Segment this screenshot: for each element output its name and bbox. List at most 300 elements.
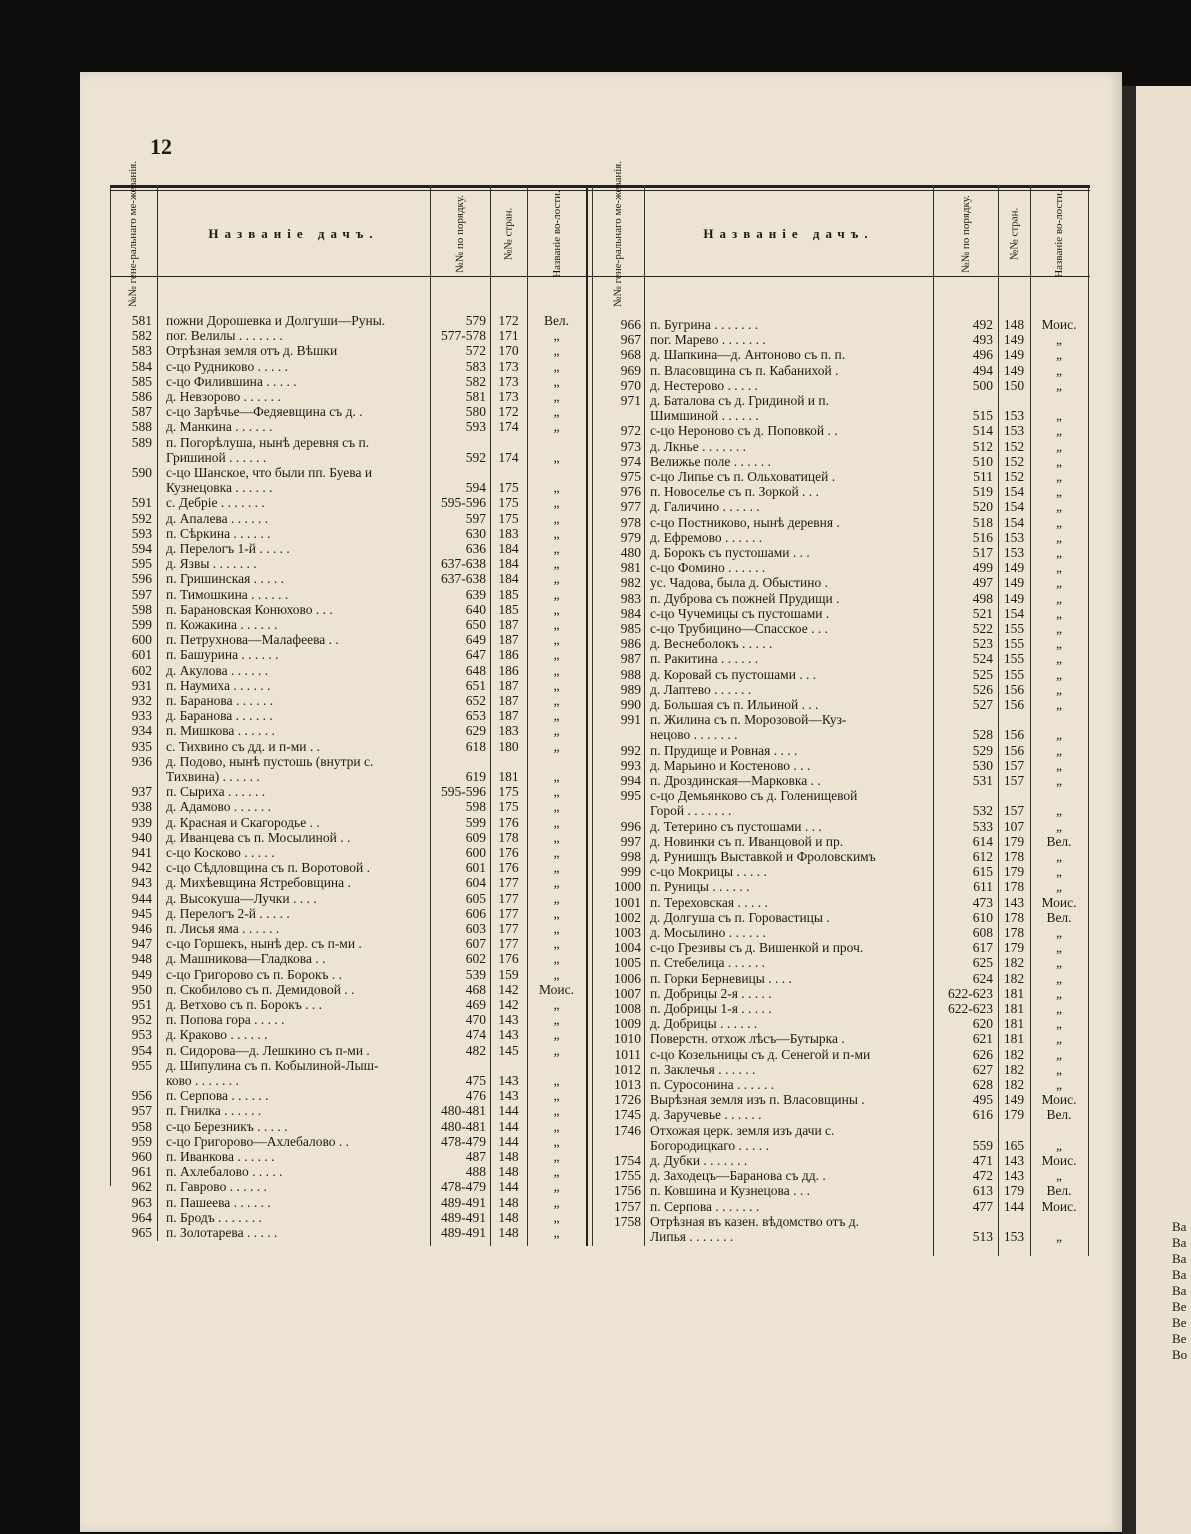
entry-volost: „ [553,617,560,632]
entry-name: п. Бродъ . . . . . . . [166,1210,262,1225]
entry-number: 1012 [614,1061,641,1077]
entry-order: 510 [972,453,993,469]
entry-name: д. Михѣевщина Ястребовщина . [166,876,351,891]
entry-volost: Моис. [1041,317,1077,332]
entry-page: 178 [498,829,519,845]
entry-order: 500 [972,377,993,393]
entry-order: 498 [972,590,993,606]
entry-name: д. Апалева . . . . . . [166,511,269,526]
entry-volost: „ [553,905,560,921]
entry-volost: „ [1056,362,1062,378]
entry-name: п. Наумиха . . . . . . [166,678,271,693]
entry-order: 469 [465,997,486,1012]
entry-page: 173 [498,373,519,389]
entry-name: п. Барановская Конюхово . . . [166,602,333,617]
entry-page: 175 [498,480,519,496]
entry-name: п. Сыриха . . . . . . [166,785,266,800]
entry-number: 983 [620,590,641,606]
entry-volost: „ [1056,1016,1062,1032]
entry-volost: „ [553,693,560,708]
entry-order: 610 [972,909,993,925]
entry-number: 1756 [614,1183,641,1199]
entry-page: 181 [498,769,519,784]
entry-volost: „ [1056,453,1062,469]
entry-volost: „ [553,343,560,359]
entry-name: п. Лисья яма . . . . . . [166,922,280,936]
entry-order: 533 [972,818,993,834]
entry-page: 157 [1003,757,1025,773]
entry-order: 597 [465,510,486,526]
entry-volost: „ [1056,864,1062,880]
entry-volost: „ [1056,423,1062,439]
entry-name: пог. Велилы . . . . . . . [166,329,283,344]
entry-number: 582 [131,328,152,344]
entry-number: 953 [131,1027,152,1043]
table-row [0,713,1191,727]
entry-number: 937 [131,784,152,800]
entry-number: 981 [620,560,641,576]
entry-page: 177 [498,875,519,891]
entry-name: п. Дроздинская—Марковка . . [650,774,821,788]
entry-name: д. Красная и Скагородье . . [166,815,320,830]
entry-page: 153 [1003,423,1025,439]
entry-volost: „ [1056,590,1062,606]
entry-name: Шимшиной . . . . . . [650,409,759,424]
entry-name: Кузнецовка . . . . . . [166,481,273,496]
entry-page: 149 [1003,347,1025,363]
entry-number: 594 [131,541,152,556]
entry-name: Отхожая церк. земля изъ дачи с. [650,1123,835,1138]
entry-page: 148 [498,1209,519,1225]
entry-name: д. Нестерово . . . . . [650,378,758,393]
entry-page: 172 [498,313,519,328]
entry-page: 149 [1003,1092,1025,1108]
table-row [0,835,1191,849]
entry-name: Тихвина) . . . . . . [166,770,260,784]
entry-volost: „ [553,1073,560,1088]
entry-number: 592 [131,510,152,526]
entry-name: п. Серпова . . . . . . [166,1089,269,1104]
entry-name: п. Гнилка . . . . . . [166,1104,262,1119]
entry-number: 586 [131,389,152,404]
adjacent-page-text: Ва [1172,1267,1187,1282]
entry-name: п. Бугрина . . . . . . . [650,318,759,332]
entry-page: 186 [498,647,519,663]
entry-volost: „ [1056,666,1062,682]
entry-name: п. Жилина съ п. Морозовой—Куз- [650,713,847,728]
entry-page: 176 [498,951,519,967]
entry-name: с-цо Шанское, что были пп. Буева и [166,466,373,480]
table-row [0,728,1191,742]
entry-name: с-цо Филившина . . . . . [166,374,297,389]
entry-page: 148 [498,1194,519,1210]
entry-number: 989 [620,681,641,697]
entry-order: 651 [465,677,486,693]
entry-order: 475 [465,1073,486,1088]
entry-order: 526 [972,681,993,697]
entry-page: 154 [1003,514,1025,530]
entry-order: 532 [972,803,993,819]
entry-volost: „ [553,1042,560,1058]
entry-page: 149 [1003,575,1025,591]
entry-number: 966 [620,317,641,332]
entry-page: 155 [1003,651,1025,667]
entry-page: 179 [1003,833,1025,849]
entry-page: 148 [498,1225,519,1240]
entry-number: 591 [131,495,152,511]
entry-name: п. Погорѣлуша, нынѣ деревня съ п. [166,435,370,450]
entry-name: д. Дубки . . . . . . . [650,1154,748,1168]
entry-name: д. Шипулина съ п. Кобылиной-Лыш- [166,1058,379,1073]
header-gen-num: №№ гене-ральнаго ме-жеванія. [127,160,140,308]
entry-number: 939 [131,814,152,830]
entry-order: 529 [972,742,993,758]
entry-volost: „ [1056,438,1062,454]
entry-name: Гришиной . . . . . . [166,450,267,465]
table-row [0,394,1191,408]
entry-order: 581 [465,389,486,404]
entry-name: д. Невзорово . . . . . . [166,390,281,404]
entry-number: 593 [131,525,152,541]
entry-number: 944 [131,890,152,906]
entry-page: 184 [498,541,519,556]
header-gen-num: №№ гене-ральнаго ме-жеванія. [612,160,625,308]
entry-name: п. Горки Берневицы . . . . [650,971,792,986]
entry-volost: „ [1056,925,1062,940]
entry-number: 997 [620,833,641,849]
entry-name: п. Суросонина . . . . . . [650,1078,775,1092]
table-row [0,1184,1191,1198]
table-row [0,576,1191,590]
entry-page: 157 [1003,773,1025,788]
entry-order: 482 [465,1042,486,1058]
entry-order: 539 [465,966,486,982]
entry-name: п. Прудище и Ровная . . . . [650,743,798,758]
table-row [0,774,1191,788]
entry-order: 474 [465,1027,486,1043]
table-row [0,409,1191,423]
entry-page: 157 [1003,803,1025,819]
entry-page: 178 [1003,909,1025,925]
table-row [0,637,1191,651]
entry-name: п. Руницы . . . . . . [650,880,750,895]
entry-number: 950 [131,981,152,997]
header-name: Названіе дачъ. [703,225,874,241]
entry-number: 988 [620,666,641,682]
entry-volost: Моис. [1041,1092,1077,1108]
entry-page: 181 [1003,1031,1025,1047]
entry-name: п. Пашеева . . . . . . [166,1195,271,1210]
entry-number: 952 [131,1012,152,1028]
table-row [0,865,1191,879]
entry-volost: „ [553,389,560,404]
entry-name: п. Серпова . . . . . . . [650,1199,760,1214]
entry-order: 648 [465,662,486,678]
table-row [0,561,1191,575]
entry-order: 629 [465,723,486,739]
entry-number: 1006 [614,970,641,986]
entry-page: 149 [1003,332,1025,348]
entry-volost: „ [553,1179,560,1195]
entry-order: 487 [465,1149,486,1164]
entry-name: д. Мосылино . . . . . . [650,926,766,940]
entry-name: д. Марьино и Костеново . . . [650,758,811,773]
entry-volost: „ [553,1194,560,1210]
entry-order: 625 [972,955,993,971]
entry-number: 996 [620,818,641,834]
entry-number: 1007 [614,985,641,1001]
entry-volost: „ [1056,332,1062,348]
entry-name: с-цо Зарѣчье—Федяевщина съ д. . [166,405,363,420]
entry-name: п. Иванкова . . . . . . [166,1150,275,1164]
entry-number: 1013 [614,1077,641,1092]
entry-number: 977 [620,499,641,515]
adjacent-page-text: Ва [1172,1219,1187,1234]
entry-order: 583 [465,358,486,374]
entry-name: п. Власовщина съ п. Кабанихой . [650,363,839,378]
entry-name: д. Адамово . . . . . . [166,800,272,815]
entry-order: 478-479 [441,1133,486,1149]
entry-order: 515 [972,408,993,424]
entry-volost: „ [1056,1046,1062,1062]
entry-page: 176 [498,814,519,830]
entry-page: 182 [1003,955,1025,971]
entry-order: 595-596 [441,784,486,800]
entry-page: 183 [498,723,519,739]
entry-name: Поверстн. отхож лѣсъ—Бутырка . [650,1032,845,1047]
entry-name: д. Новинки съ п. Иванцовой и пр. [650,834,844,849]
entry-name: с-цо Козельницы съ д. Сенегой и п-ми [650,1047,871,1062]
entry-page: 156 [1003,727,1025,743]
entry-name: с-цо Сѣдловщина съ п. Воротовой . [166,861,370,876]
entry-name: д. Большая съ п. Ильиной . . . [650,698,819,712]
entry-volost: „ [553,784,560,800]
entry-volost: „ [1056,484,1062,500]
entry-page: 187 [498,617,519,632]
header-order: №№ по порядку. [454,195,467,273]
table-row [0,485,1191,499]
entry-number: 968 [620,347,641,363]
entry-number: 985 [620,621,641,636]
table-row [0,652,1191,666]
table-row [0,880,1191,894]
entry-page: 156 [1003,742,1025,758]
entry-page: 176 [498,845,519,860]
entry-page: 148 [498,1164,519,1180]
entry-order: 527 [972,697,993,712]
entry-page: 187 [498,693,519,708]
table-header-rule [110,276,1090,277]
entry-page: 182 [1003,1077,1025,1092]
entry-order: 640 [465,601,486,617]
entry-number: 1011 [614,1046,641,1062]
entry-number: 962 [131,1179,152,1195]
entry-order: 493 [972,332,993,348]
table-row [0,941,1191,955]
entry-name: п. Сѣркина . . . . . . [166,526,271,541]
entry-volost: „ [1056,529,1062,545]
entry-order: 496 [972,347,993,363]
table-row [0,455,1191,469]
entry-page: 156 [1003,697,1025,712]
entry-number: 1001 [614,894,641,910]
entry-name: д. Тетерино съ пустошами . . . [650,819,822,834]
entry-name: п. Добрицы 2-я . . . . . [650,986,772,1001]
entry-number: 934 [131,723,152,739]
entry-page: 174 [498,449,519,465]
entry-order: 636 [465,541,486,556]
entry-number: 941 [131,845,152,860]
entry-number: 587 [131,404,152,420]
entry-page: 143 [1003,1168,1025,1184]
table-row [0,850,1191,864]
entry-volost: „ [553,738,560,754]
entry-order: 511 [973,469,993,484]
entry-order: 559 [972,1137,993,1153]
entry-page: 144 [1003,1198,1025,1214]
entry-number: 991 [620,712,641,728]
entry-order: 480-481 [441,1103,486,1119]
entry-volost: „ [1056,651,1062,667]
entry-page: 107 [1003,818,1025,834]
entry-volost: „ [553,1088,560,1104]
entry-volost: „ [553,328,560,344]
entry-number: 946 [131,921,152,936]
entry-volost: „ [553,601,560,617]
entry-number: 931 [131,677,152,693]
table-row [0,972,1191,986]
entry-volost: „ [553,845,560,860]
table-row [0,1002,1191,1016]
entry-name: д. Заходецъ—Баранова съ дд. . [650,1169,826,1184]
entry-name: п. Заклечья . . . . . . [650,1062,756,1077]
table-row [0,789,1191,803]
entry-volost: „ [553,373,560,389]
entry-number: 994 [620,773,641,788]
entry-number: 948 [131,951,152,967]
entry-page: 152 [1003,469,1025,484]
entry-name: д. Заручевье . . . . . . [650,1108,762,1123]
entry-order: 628 [972,1077,993,1092]
table-row [0,364,1191,378]
entry-volost: „ [553,571,560,587]
entry-name: д. Ветхово съ п. Борокъ . . . [166,998,323,1012]
entry-page: 183 [498,525,519,541]
entry-number: 961 [131,1164,152,1180]
entry-volost: „ [553,495,560,511]
table-row [0,424,1191,438]
entry-volost: „ [1056,469,1062,484]
entry-order: 653 [465,708,486,724]
entry-page: 148 [498,1149,519,1164]
entry-order: 621 [972,1031,993,1047]
entry-number: 1005 [614,955,641,971]
table-row [0,318,1191,332]
entry-volost: „ [1056,1168,1062,1184]
entry-page: 179 [1003,864,1025,880]
entry-order: 650 [465,617,486,632]
entry-volost: „ [553,677,560,693]
entry-name: Липья . . . . . . . [650,1230,734,1244]
table-row [0,926,1191,940]
entry-order: 622-623 [948,985,993,1001]
entry-name: Горой . . . . . . . [650,804,732,819]
entry-order: 495 [972,1092,993,1108]
entry-number: 942 [131,860,152,876]
table-row [0,956,1191,970]
entry-number: 993 [620,757,641,773]
entry-name: д. Рунишцъ Выставкой и Фроловскимъ [650,850,876,864]
entry-name: д. Иванцева съ п. Мосылиной . . [166,830,351,845]
table-row [0,698,1191,712]
entry-page: 145 [498,1042,519,1058]
entry-page: 144 [498,1103,519,1119]
entry-volost: „ [1056,605,1062,621]
entry-volost: „ [1056,1061,1062,1077]
entry-name: д. Машникова—Гладкова . . [166,952,326,967]
entry-number: 1754 [614,1153,641,1168]
entry-page: 153 [1003,408,1025,424]
table-row [0,1169,1191,1183]
entry-volost: „ [553,875,560,891]
entry-order: 518 [972,514,993,530]
entry-order: 593 [465,419,486,435]
entry-number: 943 [131,875,152,891]
entry-volost: „ [1056,1031,1062,1047]
entry-page: 177 [498,936,519,952]
entry-volost: „ [1056,940,1062,956]
entry-number: 601 [131,647,152,663]
entry-name: с-цо Трубицино—Спасское . . . [650,622,828,636]
entry-page: 179 [1003,940,1025,956]
table-row [0,379,1191,393]
entry-page: 181 [1003,985,1025,1001]
entry-order: 519 [972,484,993,500]
entry-volost: Вел. [1046,1183,1072,1199]
entry-number: 960 [131,1149,152,1164]
table-row [0,607,1191,621]
entry-order: 521 [972,605,993,621]
entry-page: 142 [498,997,519,1012]
entry-number: 1009 [614,1016,641,1032]
entry-page: 143 [1003,1153,1025,1168]
entry-name: п. Новоселье съ п. Зоркой . . . [650,485,819,500]
entry-volost: „ [553,723,560,739]
entry-number: 583 [131,343,152,359]
entry-page: 187 [498,632,519,648]
entry-number: 986 [620,636,641,652]
entry-page: 154 [1003,484,1025,500]
entry-volost: „ [1056,347,1062,363]
entry-page: 148 [1003,317,1025,332]
entry-page: 177 [498,905,519,921]
entry-volost: „ [553,541,560,556]
table-row [0,1124,1191,1138]
entry-volost: „ [553,1164,560,1180]
entry-order: 616 [972,1107,993,1123]
table-row [0,820,1191,834]
entry-name: д. Добрицы . . . . . . [650,1017,758,1032]
entry-number: 999 [620,864,641,880]
entry-page: 179 [1003,1183,1025,1199]
entry-number: 969 [620,362,641,378]
entry-volost: „ [1056,560,1062,576]
entry-number: 598 [131,601,152,617]
entry-page: 143 [498,1073,519,1088]
entry-number: 1745 [614,1107,641,1123]
entry-volost: „ [553,1133,560,1149]
table-row [0,1017,1191,1031]
